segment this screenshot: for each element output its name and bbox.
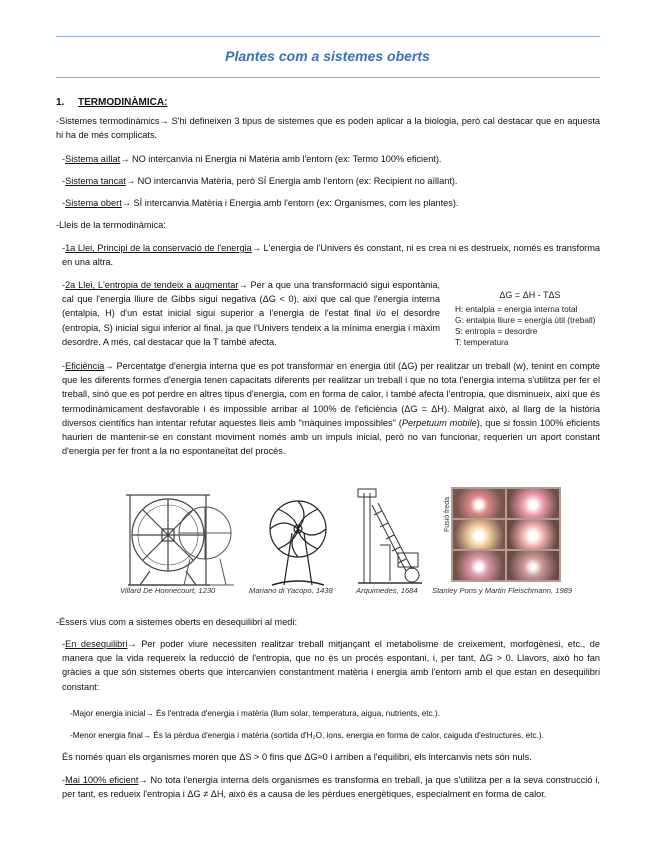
mai-100-label: Mai 100% eficient <box>65 775 139 785</box>
section-number: 1. <box>56 97 65 108</box>
equilibri-paragraph: És només quan els organismes moren que ΔS > 0 fins que ΔG≈0 i arriben a l'equilibri, els intercanvis nets són nuls. <box>62 752 532 762</box>
llei-2-text: → Per a que una transformació sigui espontània, cal que l'energia lliure de Gibbs sigui negativa (ΔG < 0), així que cal que l'energia interna (entalpia, H) d'un estat inicial sigui superior a l'energia de l'estat final i/o el desordre (entropia, S) inicial sigui inferior al final, ja que l'Univers tendeix a la mínima energia i màxim desordre. A més, cal destacar que la T també afecta. <box>62 280 440 347</box>
title-rule <box>56 77 600 78</box>
caption-villard: Villard De Honnecourt, 1230 <box>120 586 216 595</box>
gibbs-formula-box <box>455 290 605 348</box>
energia-final: -Menor energia final→ És la pèrdua d'energia i matèria (sortida d'H₂O, ions, energia en forma de calor, caiguda d'estructures, etc.). <box>70 731 544 740</box>
top-rule <box>56 36 600 37</box>
energia-inicial: -Major energia inicial→ És l'entrada d'energia i matèria (llum solar, temperatura, aigua, nutrients, etc.). <box>70 709 440 718</box>
llei-2-label: 2a Llei, L'entropia de tendeix a augmentar <box>65 280 239 290</box>
sistemes-paragraph: -Sistemes termodinàmics→ S'hi defineixen 3 tipus de sistemes que es poden aplicar a la biologia, però cal destacar que en aquesta hi ha de més complicats. <box>56 116 600 141</box>
arquimedes-screw-figure <box>350 485 430 600</box>
eficiencia-label: Eficiència <box>65 361 105 371</box>
llei-1-label: 1a Llei, Principi de la conservació de l'energia <box>65 243 252 253</box>
sistema-tancat-label: Sistema tancat <box>65 176 126 186</box>
sistema-obert-text: → SÍ intercanvia Matèria i Energia amb l'entorn (ex: Organismes, com les plantes). <box>121 198 459 208</box>
desequilibri-text: → Per poder viure necessiten realitzar treball mitjançant el metabolisme de creixement, morfogènesi, etc., de manera que la vida requereix la reducció de l'entropia, que no és un procés espontani, i, per tant, ΔG > 0. Llavors, això ho fan gràcies a que són sistemes oberts que intercanvien constantment matèria i energia amb l'entorn amb el que estan en desequilibri constant: <box>62 639 600 692</box>
sistema-obert: -Sistema obert→ SÍ intercanvia Matèria i Energia amb l'entorn (ex: Organismes, com les plantes). <box>62 198 459 208</box>
photo-label: Fusió freda <box>444 496 451 532</box>
mai-100-paragraph: -Mai 100% eficient→ No tota l'energia interna dels organismes es transforma en treball, ja que s'utilitza per a la seva construcció i, per tant, es redueix l'entropia i ΔG ≠ ΔH, això és a causa de les pèrdues energètiques, especialment en forma de calor. <box>62 775 600 800</box>
caption-pons: Stanley Pons y Martin Fleischmann, 1989 <box>432 586 573 595</box>
llei-1-text: → L'energia de l'Univers és constant, ni es crea ni es destrueix, només es transforma en una altra. <box>62 243 601 268</box>
caption-arquimedes: Arquimedes, 1684 <box>356 586 418 595</box>
llei-2: -2a Llei, L'entropia de tendeix a augmentar→ Per a que una transformació sigui espontània, cal que l'energia lliure de Gibbs sigui negativa (ΔG < 0), així que cal que l'energia interna (entalpia, H) d'un estat inicial sigui superior a l'energia de l'estat final i/o el desordre (entropia, S) inicial sigui inferior al final, ja que l'Univers tendeix a la mínima energia i màxim desordre. A més, cal destacar que la T també afecta. <box>62 280 440 347</box>
sistema-tancat-text: → NO intercanvia Matèria, però SÍ Energia amb l'entorn (ex: Recipient no aïllant). <box>125 176 458 186</box>
formula-legend-t: T: temperatura <box>455 337 509 347</box>
mai-100-text: → No tota l'energia interna dels organismes es transforma en treball, ja que s'utilitza per a la seva construcció i, per tant, es redueix l'entropia i ΔG ≠ ΔH, això és a causa de les pèrdues energètiques, especialment en forma de calor. <box>62 775 600 800</box>
desequilibri-paragraph: -En desequilibri→ Per poder viure necessiten realitzar treball mitjançant el metabolisme de creixement, morfogènesi, etc., de manera que la vida requereix la reducció de l'entropia, que no és un procés espontani, i, per tant, ΔG > 0. Llavors, això ho fan gràcies a que són sistemes oberts que intercanvien constantment matèria i energia amb l'entorn amb el que estan en desequilibri constant: <box>62 639 600 692</box>
gibbs-formula: ΔG = ΔH - TΔS <box>499 290 561 300</box>
formula-legend-s: S: entropia = desordre <box>455 326 538 336</box>
formula-legend-g: G: entalpia lliure = energia útil (treball) <box>455 315 596 325</box>
eficiencia-italic: Perpetuum mobile <box>401 417 477 428</box>
llei-1: -1a Llei, Principi de la conservació de l'energia→ L'energia de l'Univers és constant, ni es crea ni es destrueix, només es transforma en una altra. <box>62 243 601 268</box>
sistema-tancat: -Sistema tancat→ NO intercanvia Matèria, però SÍ Energia amb l'entorn (ex: Recipient no aïllant). <box>62 176 458 186</box>
caption-mariano: Mariano di Yacopo, 1438 <box>249 586 333 595</box>
section-heading <box>56 97 167 108</box>
formula-legend-h: H: entalpia = energia interna total <box>455 304 578 314</box>
desequilibri-label: En desequilibri <box>65 639 128 649</box>
eficiencia-text-2: ), que si fossin 100% eficients haurien de mantenir-se en constant moviment només amb un impuls inicial, però no van funcionar, requerien un aport constant d'energia per fer front a la no espontaneïtat del procés. <box>62 417 600 457</box>
lleis-paragraph: -Lleis de la termodinàmica: <box>56 220 166 230</box>
cold-fusion-photo <box>451 487 561 582</box>
page-title: Plantes com a sistemes oberts <box>225 48 430 64</box>
section-title: TERMODINÀMICA: <box>78 97 168 108</box>
sistema-aillat-label: Sistema aïllat <box>65 154 121 164</box>
essers-paragraph: -Éssers vius com a sistemes oberts en desequilibri al medi: <box>56 617 298 627</box>
mariano-wheel-figure <box>262 485 334 600</box>
cross-wheel-figure <box>170 485 240 600</box>
eficiencia-paragraph: -Eficiència→ Percentatge d'energia interna que es pot transformar en energia útil (ΔG) per realitzar un treball (w), tenint en compte que les diferents formes d'energia tenen capacitats diferents per realitzar un treball i que no tota l'energia interna s'utilitza per fer el treball, sinó que es pot perdre en altres tipus d'energia, com en forma de calor, i també afecta l'entropia, que disminueix, així que és termodinàmicament desfavorable i és impossible arribar al 100% de l'eficiència (ΔG = ΔH). Malgrat això, al llarg de la història diversos científics han intentar refutar aquestes lleis amb "màquines impossibles" (Perpetuum mobile), que si fossin 100% eficients haurien de mantenir-se en constant moviment només amb un impuls inicial, però no van funcionar, requerien un aport constant d'energia per fer front a la no espontaneïtat del procés. <box>62 361 600 457</box>
sistema-aillat: -Sistema aïllat→ NO intercanvia ni Energia ni Matèria amb l'entorn (ex: Termo 100% eficient). <box>62 154 442 164</box>
sistema-obert-label: Sistema obert <box>65 198 122 208</box>
sistema-aillat-text: → NO intercanvia ni Energia ni Matèria amb l'entorn (ex: Termo 100% eficient). <box>120 154 442 164</box>
eficiencia-text-1: → Percentatge d'energia interna que es pot transformar en energia útil (ΔG) per realitzar un treball (w), tenint en compte que les diferents formes d'energia tenen capacitats diferents per realitzar un treball i que no tota l'energia interna s'utilitza per fer el treball, sinó que es pot perdre en altres tipus d'energia, com en forma de calor, i també afecta l'entropia, que disminueix, així que és termodinàmicament desfavorable i és impossible arribar al 100% de l'eficiència (ΔG = ΔH). Malgrat això, al llarg de la història diversos científics han intentar refutar aquestes lleis amb "màquines impossibles" ( <box>62 361 600 428</box>
